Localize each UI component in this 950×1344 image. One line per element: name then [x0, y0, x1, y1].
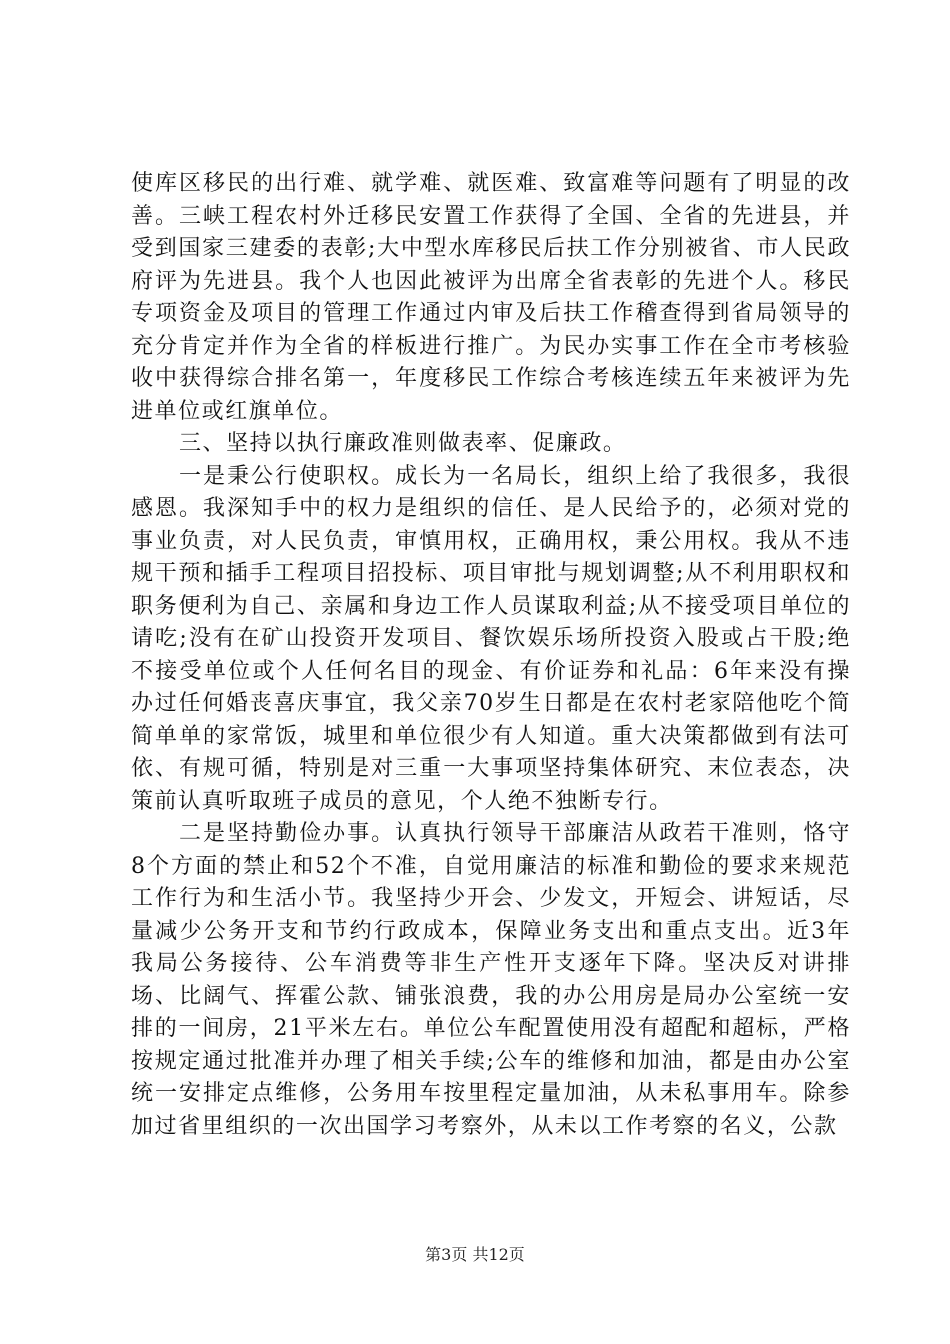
document-body — [131, 168, 851, 1143]
section-heading: 三、坚持以执行廉政准则做表率、促廉政。 — [179, 431, 627, 456]
paragraph-continuation: 使库区移民的出行难、就学难、就医难、致富难等问题有了明显的改善。三峡工程农村外迁移民安置工作获得了全国、全省的先进县，并受到国家三建委的表彰;大中型水库移民后扶工作分别被省、市人民政府评为先进县。我个人也因此被评为出席全省表彰的先进个人。移民专项资金及项目的管理工作通过内审及后扶工作稽查得到省局领导的充分肯定并作为全省的样板进行推广。为民办实事工作在全市考核验收中获得综合排名第一，年度移民工作综合考核连续五年来被评为先进单位或红旗单位。 — [131, 171, 851, 424]
page-number: 第3页 共12页 — [425, 1245, 525, 1264]
paragraph-impartial-power: 一是秉公行使职权。成长为一名局长，组织上给了我很多，我很感恩。我深知手中的权力是组织的信任、是人民给予的，必须对党的事业负责，对人民负责，审慎用权，正确用权，秉公用权。我从不违规干预和插手工程项目招投标、项目审批与规划调整;从不利用职权和职务便利为自己、亲属和身边工作人员谋取利益;从不接受项目单位的请吃;没有在矿山投资开发项目、餐饮娱乐场所投资入股或占干股;绝不接受单位或个人任何名目的现金、有价证券和礼品：6年来没有操办过任何婚丧喜庆事宜，我父亲70岁生日都是在农村老家陪他吃个简简单单的家常饭，城里和单位很少有人知道。重大决策都做到有法可依、有规可循，特别是对三重一大事项坚持集体研究、末位表态，决策前认真听取班子成员的意见，个人绝不独断专行。 — [131, 463, 851, 814]
paragraph-frugality: 二是坚持勤俭办事。认真执行领导干部廉洁从政若干准则，恪守8个方面的禁止和52个不准，自觉用廉洁的标准和勤俭的要求来规范工作行为和生活小节。我坚持少开会、少发文，开短会、讲短话，尽量减少公务开支和节约行政成本，保障业务支出和重点支出。近3年我局公务接待、公车消费等非生产性开支逐年下降。坚决反对讲排场、比阔气、挥霍公款、铺张浪费，我的办公用房是局办公室统一安排的一间房，21平米左右。单位公车配置使用没有超配和超标，严格按规定通过批准并办理了相关手续;公车的维修和加油，都是由办公室统一安排定点维修，公务用车按里程定量加油，从未私事用车。除参加过省里组织的一次出国学习考察外，从未以工作考察的名义，公款 — [131, 821, 851, 1139]
